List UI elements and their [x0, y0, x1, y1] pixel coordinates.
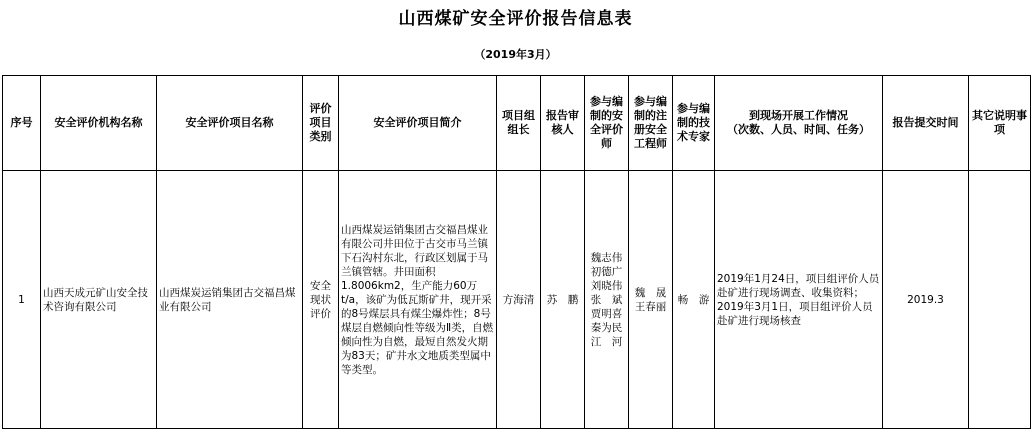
header-fieldwork-note: （次数、人员、时间、任务）: [727, 123, 870, 136]
cell-evaluators: 魏志伟初德广刘晓伟张 斌贾明喜秦为民江 河: [585, 171, 629, 429]
cell-notes: [969, 171, 1031, 429]
cell-reviewer: 苏 鹏: [541, 171, 585, 429]
header-evaluators: 参与编制的安全评价师: [585, 76, 629, 171]
cell-experts: 畅 游: [673, 171, 715, 429]
header-summary: 安全评价项目简介: [339, 76, 497, 171]
page-title: 山西煤矿安全评价报告信息表: [398, 9, 633, 29]
header-submit-time: 报告提交时间: [883, 76, 969, 171]
header-engineers: 参与编制的注册安全工程师: [629, 76, 673, 171]
cell-category: 安全现状评价: [303, 171, 339, 429]
header-fieldwork: [715, 76, 883, 171]
header-experts: 参与编制的技术专家: [673, 76, 715, 171]
cell-engineers: 魏 晟王春丽: [629, 171, 673, 429]
cell-agency: 山西天成元矿山安全技术咨询有限公司: [41, 171, 157, 429]
table-header-row: [3, 76, 1031, 171]
header-reviewer: 报告审核人: [541, 76, 585, 171]
page-subtitle: （2019年3月）: [474, 48, 557, 61]
cell-no: 1: [3, 171, 41, 429]
cell-submit-time: 2019.3: [883, 171, 969, 429]
report-table: [2, 75, 1031, 429]
cell-summary: 山西煤炭运销集团古交福昌煤业有限公司井田位于古交市马兰镇下石沟村东北，行政区划属于马兰镇管辖。井田面积1.8006km2，生产能力60万t/a，该矿为低瓦斯矿井，现开采的8号煤层具有煤尘爆炸性；8号煤层自燃倾向性等级为Ⅱ类，自燃倾向性为自燃，最短自然发火期为83天；矿井水文地质类型属中等类型。: [339, 171, 497, 429]
cell-leader: 方海清: [497, 171, 541, 429]
header-leader: 项目组组长: [497, 76, 541, 171]
cell-project: 山西煤炭运销集团古交福昌煤业有限公司: [157, 171, 303, 429]
header-no: 序号: [3, 76, 41, 171]
header-fieldwork-title: 到现场开展工作情况: [749, 109, 848, 122]
header-project: 安全评价项目名称: [157, 76, 303, 171]
header-category: 评价项目类别: [303, 76, 339, 171]
header-agency: 安全评价机构名称: [41, 76, 157, 171]
table-row: [3, 171, 1031, 429]
cell-fieldwork: 2019年1月24日，项目组评价人员赴矿进行现场调查、收集资料；2019年3月1日，项目组评价人员赴矿进行现场核查: [715, 171, 883, 429]
header-notes: 其它说明事项: [969, 76, 1031, 171]
